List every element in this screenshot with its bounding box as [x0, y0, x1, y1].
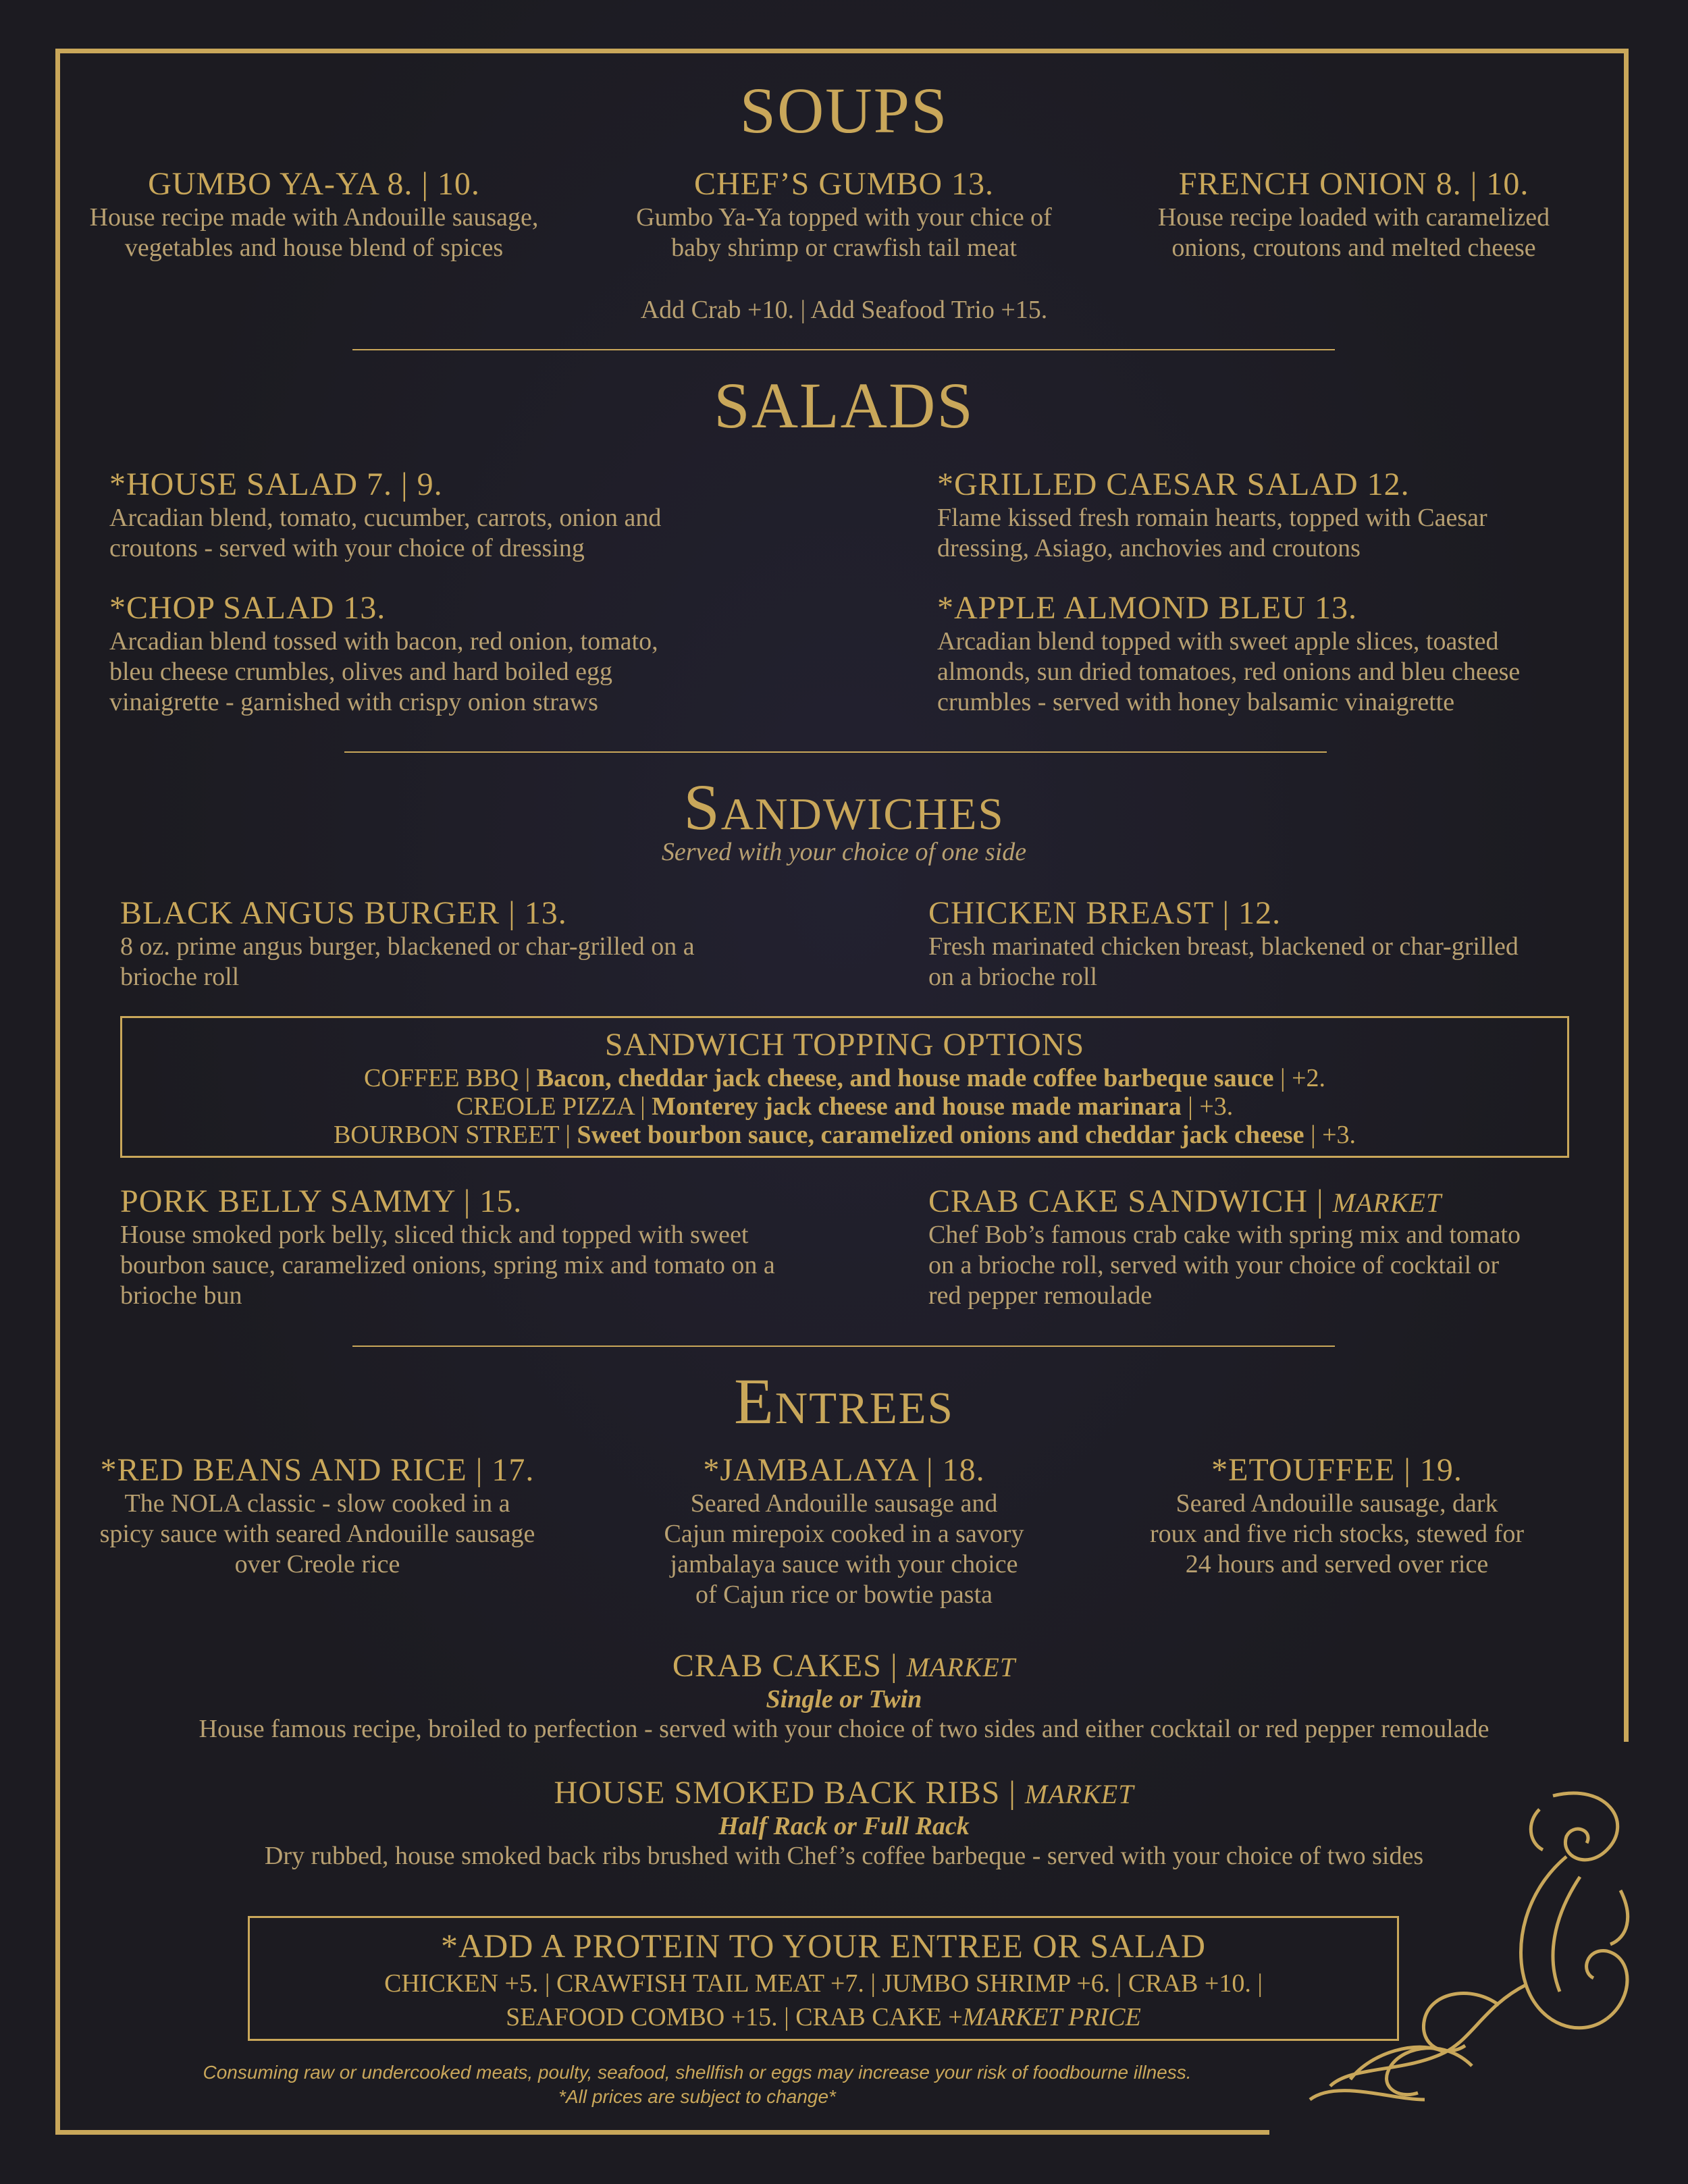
soup-title: CHEF’S GUMBO 13.	[693, 166, 995, 202]
soup-title: FRENCH ONION 8. | 10.	[1178, 166, 1529, 202]
salad-title: *APPLE ALMOND BLEU 13.	[937, 590, 1358, 626]
sandwich-item	[928, 895, 1604, 992]
entree-desc: over Creole rice	[234, 1550, 400, 1578]
salad-title: *CHOP SALAD 13.	[109, 590, 386, 626]
sandwich-desc: bourbon sauce, caramelized onions, spring mix and tomato on a	[120, 1251, 775, 1279]
soup-item	[1121, 165, 1587, 263]
topping-desc: Sweet bourbon sauce, caramelized onions and cheddar jack cheese	[577, 1121, 1304, 1149]
ribs-item	[0, 1774, 1688, 1871]
protein-line: CHICKEN +5. | CRAWFISH TAIL MEAT +7. | JUMBO SHRIMP +6. | CRAB +10. |	[384, 1969, 1263, 1998]
soups-heading: SOUPS	[739, 74, 949, 147]
soup-desc: vegetables and house blend of spices	[124, 234, 504, 262]
sandwich-title: CHICKEN BREAST | 12.	[928, 895, 1282, 931]
entree-title-row	[0, 1647, 1688, 1684]
sandwich-desc: brioche roll	[120, 963, 240, 991]
entree-title-row	[0, 1774, 1688, 1811]
topping-option: CREOLE PIZZA | Monterey jack cheese and house made marinara | +3.	[456, 1092, 1234, 1121]
sandwich-desc: brioche bun	[120, 1281, 242, 1310]
entrees-heading: Entrees	[734, 1365, 954, 1437]
sandwich-title: PORK BELLY SAMMY | 15.	[120, 1183, 523, 1219]
soup-desc: Gumbo Ya-Ya topped with your chice of	[636, 203, 1052, 232]
salads-heading: SALADS	[714, 369, 974, 442]
sandwich-desc: 8 oz. prime angus burger, blackened or char-grilled on a	[120, 932, 695, 961]
sandwich-item	[928, 1183, 1604, 1311]
topping-price: +2.	[1292, 1064, 1326, 1092]
entree-desc: Dry rubbed, house smoked back ribs brushed with Chef’s coffee barbeque - served with your choice of two sides	[264, 1842, 1424, 1870]
salad-desc: crumbles - served with honey balsamic vinaigrette	[937, 688, 1455, 716]
salad-desc: vinaigrette - garnished with crispy onion straws	[109, 688, 598, 716]
soup-addon: Add Crab +10. | Add Seafood Trio +15.	[640, 296, 1048, 324]
salad-desc: Arcadian blend, tomato, cucumber, carrots, onion and	[109, 504, 662, 532]
entree-title: CRAB CAKES |	[672, 1648, 907, 1684]
market-label: MARKET	[1024, 1779, 1134, 1809]
divider	[352, 1346, 1335, 1347]
salad-desc: dressing, Asiago, anchovies and croutons	[937, 534, 1361, 562]
entree-desc: jambalaya sauce with your choice	[670, 1550, 1018, 1578]
soup-item	[594, 165, 1094, 263]
entree-title: HOUSE SMOKED BACK RIBS |	[554, 1775, 1025, 1811]
market-label: MARKET	[906, 1652, 1016, 1682]
salad-desc: croutons - served with your choice of dressing	[109, 534, 585, 562]
topping-name: BOURBON STREET	[333, 1121, 559, 1149]
topping-price: +3.	[1199, 1092, 1234, 1121]
soup-title: GUMBO YA-YA 8. | 10.	[148, 166, 480, 202]
soup-item	[74, 165, 554, 263]
salad-desc: Arcadian blend topped with sweet apple slices, toasted	[937, 627, 1499, 656]
sandwiches-subtitle: Served with your choice of one side	[661, 838, 1027, 866]
sandwich-desc: House smoked pork belly, sliced thick and topped with sweet	[120, 1221, 749, 1249]
protein-line-text: SEAFOOD COMBO +15. | CRAB CAKE +	[506, 2003, 963, 2031]
crab-cakes-item	[0, 1647, 1688, 1744]
sandwich-item	[120, 1183, 903, 1311]
entree-item	[1101, 1451, 1573, 1580]
topping-price: +3.	[1322, 1121, 1356, 1149]
market-label: MARKET PRICE	[962, 2003, 1141, 2031]
entree-sub: Single or Twin	[766, 1685, 922, 1713]
entree-item	[74, 1451, 560, 1580]
sandwich-title: CRAB CAKE SANDWICH |	[928, 1183, 1333, 1219]
sandwich-desc: red pepper remoulade	[928, 1281, 1153, 1310]
sandwich-desc: on a brioche roll	[928, 963, 1098, 991]
topping-option: COFFEE BBQ | Bacon, cheddar jack cheese, and house made coffee barbeque sauce | +2.	[363, 1064, 1326, 1092]
soup-desc: House recipe made with Andouille sausage,	[89, 203, 539, 232]
topping-name: COFFEE BBQ	[363, 1064, 519, 1092]
topping-heading: SANDWICH TOPPING OPTIONS	[604, 1027, 1085, 1063]
topping-desc: Monterey jack cheese and house made marinara	[652, 1092, 1182, 1121]
topping-option: BOURBON STREET | Sweet bourbon sauce, caramelized onions and cheddar jack cheese | +3.	[333, 1121, 1356, 1149]
salad-item	[109, 466, 879, 564]
entree-desc: 24 hours and served over rice	[1185, 1550, 1489, 1578]
salad-desc: Arcadian blend tossed with bacon, red onion, tomato,	[109, 627, 658, 656]
entree-desc: The NOLA classic - slow cooked in a	[124, 1489, 510, 1518]
entree-title: *JAMBALAYA | 18.	[703, 1452, 985, 1488]
salad-desc: Flame kissed fresh romain hearts, topped with Caesar	[937, 504, 1487, 532]
footer-warning: Consuming raw or undercooked meats, poulty, seafood, shellfish or eggs may increase your risk of foodbourne illness.	[203, 2062, 1192, 2083]
salad-title: *GRILLED CAESAR SALAD 12.	[937, 467, 1410, 502]
topping-options-box	[120, 1016, 1569, 1158]
salad-desc: almonds, sun dried tomatoes, red onions and bleu cheese	[937, 658, 1521, 686]
sandwich-item	[120, 895, 890, 992]
entree-desc: Seared Andouille sausage and	[690, 1489, 998, 1518]
sandwich-title-row	[928, 1183, 1604, 1220]
soup-desc: onions, croutons and melted cheese	[1171, 234, 1536, 262]
salad-item	[109, 589, 879, 718]
entree-desc: House famous recipe, broiled to perfection - served with your choice of two sides and either cocktail or red pepper remoulade	[199, 1715, 1489, 1743]
sandwich-desc: Chef Bob’s famous crab cake with spring mix and tomato	[928, 1221, 1521, 1249]
footer-prices: *All prices are subject to change*	[558, 2086, 836, 2107]
protein-heading: *ADD A PROTEIN TO YOUR ENTREE OR SALAD	[441, 1927, 1206, 1965]
sandwich-title: BLACK ANGUS BURGER | 13.	[120, 895, 567, 931]
salad-desc: bleu cheese crumbles, olives and hard boiled egg	[109, 658, 612, 686]
market-label: MARKET	[1332, 1188, 1442, 1218]
entree-title: *ETOUFFEE | 19.	[1211, 1452, 1462, 1488]
sandwiches-heading: Sandwiches	[683, 771, 1005, 843]
entree-desc: Seared Andouille sausage, dark	[1176, 1489, 1498, 1518]
topping-desc: Bacon, cheddar jack cheese, and house made coffee barbeque sauce	[536, 1064, 1274, 1092]
entree-desc: spicy sauce with seared Andouille sausage	[99, 1520, 535, 1548]
entree-title: *RED BEANS AND RICE | 17.	[100, 1452, 535, 1488]
entree-sub: Half Rack or Full Rack	[718, 1812, 970, 1840]
entree-item	[608, 1451, 1080, 1610]
protein-line	[250, 2000, 1397, 2034]
salad-item	[937, 589, 1612, 718]
divider	[352, 349, 1335, 350]
sandwich-desc: Fresh marinated chicken breast, blackened or char-grilled	[928, 932, 1519, 961]
add-protein-box	[248, 1916, 1399, 2041]
salad-item	[937, 466, 1612, 564]
soup-desc: baby shrimp or crawfish tail meat	[671, 234, 1017, 262]
salad-title: *HOUSE SALAD 7. | 9.	[109, 467, 443, 502]
entree-desc: roux and five rich stocks, stewed for	[1149, 1520, 1524, 1548]
entree-desc: of Cajun rice or bowtie pasta	[695, 1580, 993, 1609]
topping-name: CREOLE PIZZA	[456, 1092, 634, 1121]
entree-desc: Cajun mirepoix cooked in a savory	[664, 1520, 1024, 1548]
soup-desc: House recipe loaded with caramelized	[1157, 203, 1550, 232]
divider	[344, 751, 1327, 753]
sandwich-desc: on a brioche roll, served with your choice of cocktail or	[928, 1251, 1500, 1279]
